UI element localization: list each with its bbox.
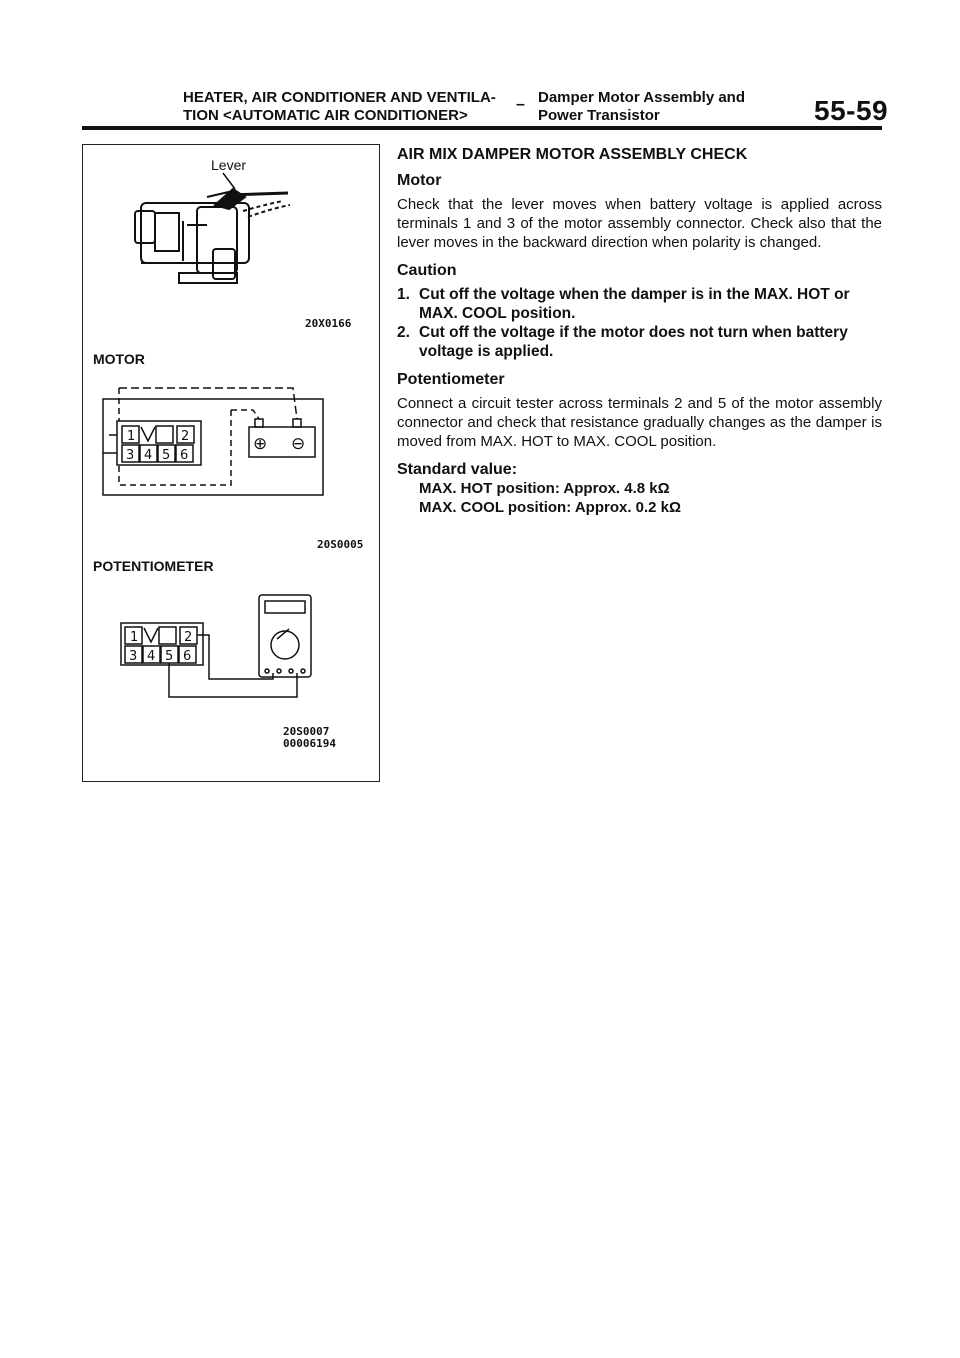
terminal-5: 5	[162, 448, 171, 463]
lever-label: Lever	[211, 157, 247, 173]
caution-text: Cut off the voltage if the motor does not turn when battery voltage is applied.	[419, 324, 848, 360]
header-rule	[82, 126, 882, 130]
header-chapter-line2: TION <AUTOMATIC AIR CONDITIONER>	[183, 107, 468, 124]
pot-terminal-6: 6	[183, 649, 192, 664]
terminal-2: 2	[181, 429, 190, 444]
procedure-text	[397, 145, 882, 517]
motor-heading: Motor	[397, 172, 442, 189]
figure-panel	[82, 144, 380, 782]
standard-value-heading: Standard value:	[397, 461, 518, 478]
pot-terminal-4: 4	[147, 649, 156, 664]
caution-heading: Caution	[397, 262, 457, 279]
header-section-title	[538, 89, 798, 125]
header-dash: –	[516, 96, 525, 113]
potentiometer-wiring-diagram	[121, 595, 311, 697]
header-chapter-line1: HEATER, AIR CONDITIONER AND VENTILA-	[183, 89, 496, 106]
motor-connector-terminals	[126, 429, 305, 463]
pot-terminal-3: 3	[129, 649, 138, 664]
terminal-1: 1	[127, 429, 136, 444]
standard-value-cool: MAX. COOL position: Approx. 0.2 kΩ	[419, 499, 682, 516]
motor-wiring-diagram	[103, 388, 323, 495]
potentiometer-heading: Potentiometer	[397, 371, 505, 388]
motor-instructions: Check that the lever moves when battery voltage is applied across terminals 1 and 3 of the motor assembly connector. Check also that the lever moves in the backward direction when polarity is changed.	[397, 196, 882, 251]
header-section-line1: Damper Motor Assembly and	[538, 89, 745, 106]
battery-minus-icon: ⊖	[291, 434, 306, 454]
figure-code-4: 00006194	[283, 737, 336, 750]
section-title: AIR MIX DAMPER MOTOR ASSEMBLY CHECK	[397, 146, 748, 163]
pot-terminal-5: 5	[165, 649, 174, 664]
caution-list	[397, 285, 882, 361]
terminal-4: 4	[144, 448, 153, 463]
potentiometer-label: POTENTIOMETER	[93, 558, 214, 574]
caution-item	[397, 323, 882, 361]
figure-code-2: 20S0005	[317, 538, 364, 551]
motor-assembly-drawing	[135, 173, 290, 283]
caution-number: 2.	[397, 324, 410, 341]
header-section-line2: Power Transistor	[538, 107, 660, 124]
standard-value-hot: MAX. HOT position: Approx. 4.8 kΩ	[419, 480, 670, 497]
motor-label: MOTOR	[93, 351, 145, 367]
caution-item	[397, 285, 882, 323]
header-chapter-title	[183, 89, 513, 125]
figure-illustrations	[83, 145, 381, 783]
battery-plus-icon: ⊕	[253, 434, 268, 454]
terminal-6: 6	[180, 448, 189, 463]
figure-code-1: 20X0166	[305, 317, 352, 330]
pot-terminal-1: 1	[130, 630, 139, 645]
caution-text: Cut off the voltage when the damper is in the MAX. HOT or MAX. COOL position.	[419, 286, 850, 322]
caution-number: 1.	[397, 286, 410, 303]
potentiometer-instructions: Connect a circuit tester across terminals 2 and 5 of the motor assembly connector and check that resistance gradually changes as the damper is moved from MAX. HOT to MAX. COOL position.	[397, 395, 882, 450]
figure-code-3: 20S0007	[283, 725, 330, 738]
terminal-3: 3	[126, 448, 135, 463]
pot-terminal-2: 2	[184, 630, 193, 645]
page-number: 55-59	[814, 95, 889, 126]
